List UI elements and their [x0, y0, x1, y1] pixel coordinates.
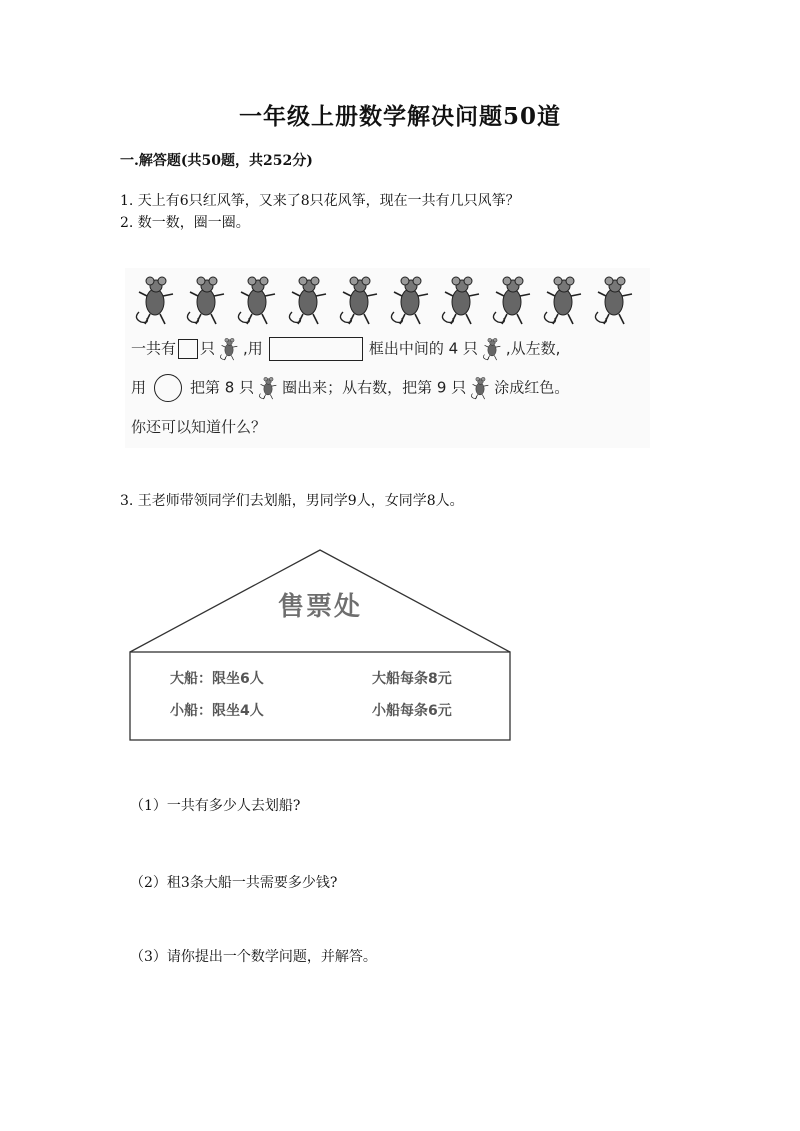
- big-boat-limit: 大船：限坐6人: [170, 671, 264, 687]
- question-2: 2. 数一数，圈一圈。: [120, 215, 250, 231]
- figure-line-1: [131, 336, 560, 362]
- figure-text: ,用: [243, 339, 263, 358]
- question-1: 1. 天上有6只红风筝，又来了8只花风筝，现在一共有几只风筝？: [120, 193, 520, 209]
- figure-text: 涂成红色。: [494, 378, 570, 397]
- section-heading: 一.解答题(共50题，共252分): [120, 153, 313, 169]
- small-boat-limit: 小船：限坐4人: [170, 703, 264, 719]
- question-3: 3. 王老师带领同学们去划船，男同学9人，女同学8人。: [120, 493, 464, 509]
- small-boat-price: 小船每条6元: [372, 703, 452, 719]
- sub-question-1: （1）一共有多少人去划船?: [130, 798, 301, 814]
- figure-text: 圈出来；从右数，把第 9 只: [282, 378, 467, 397]
- answer-rectangle: [269, 337, 363, 361]
- mouse-icon: [478, 336, 506, 362]
- figure-text: 用: [131, 378, 147, 397]
- ticket-booth-figure: [128, 548, 512, 744]
- mice-row: [135, 272, 645, 328]
- figure-text: 一共有: [131, 339, 177, 358]
- sub-question-3: （3）请你提出一个数学问题，并解答。: [130, 949, 377, 965]
- booth-title: 售票处: [277, 592, 362, 622]
- mouse-icon: [254, 375, 282, 401]
- figure-text: ,从左数,: [505, 339, 561, 358]
- figure-text: 只: [200, 339, 216, 358]
- sub-question-2: （2）租3条大船一共需要多少钱?: [130, 875, 338, 891]
- mice-counting-figure: [125, 268, 650, 448]
- page-title: 一年级上册数学解决问题50道: [238, 103, 561, 130]
- figure-line-3: 你还可以知道什么？: [131, 418, 267, 436]
- mouse-icon: [215, 336, 243, 362]
- figure-text: 把第 8 只: [190, 378, 255, 397]
- figure-text: 框出中间的 4 只: [368, 339, 478, 358]
- mouse-icon: [466, 375, 494, 401]
- figure-line-2: [131, 374, 569, 402]
- answer-circle: [154, 374, 182, 402]
- answer-square: [178, 339, 198, 359]
- big-boat-price: 大船每条8元: [372, 671, 452, 687]
